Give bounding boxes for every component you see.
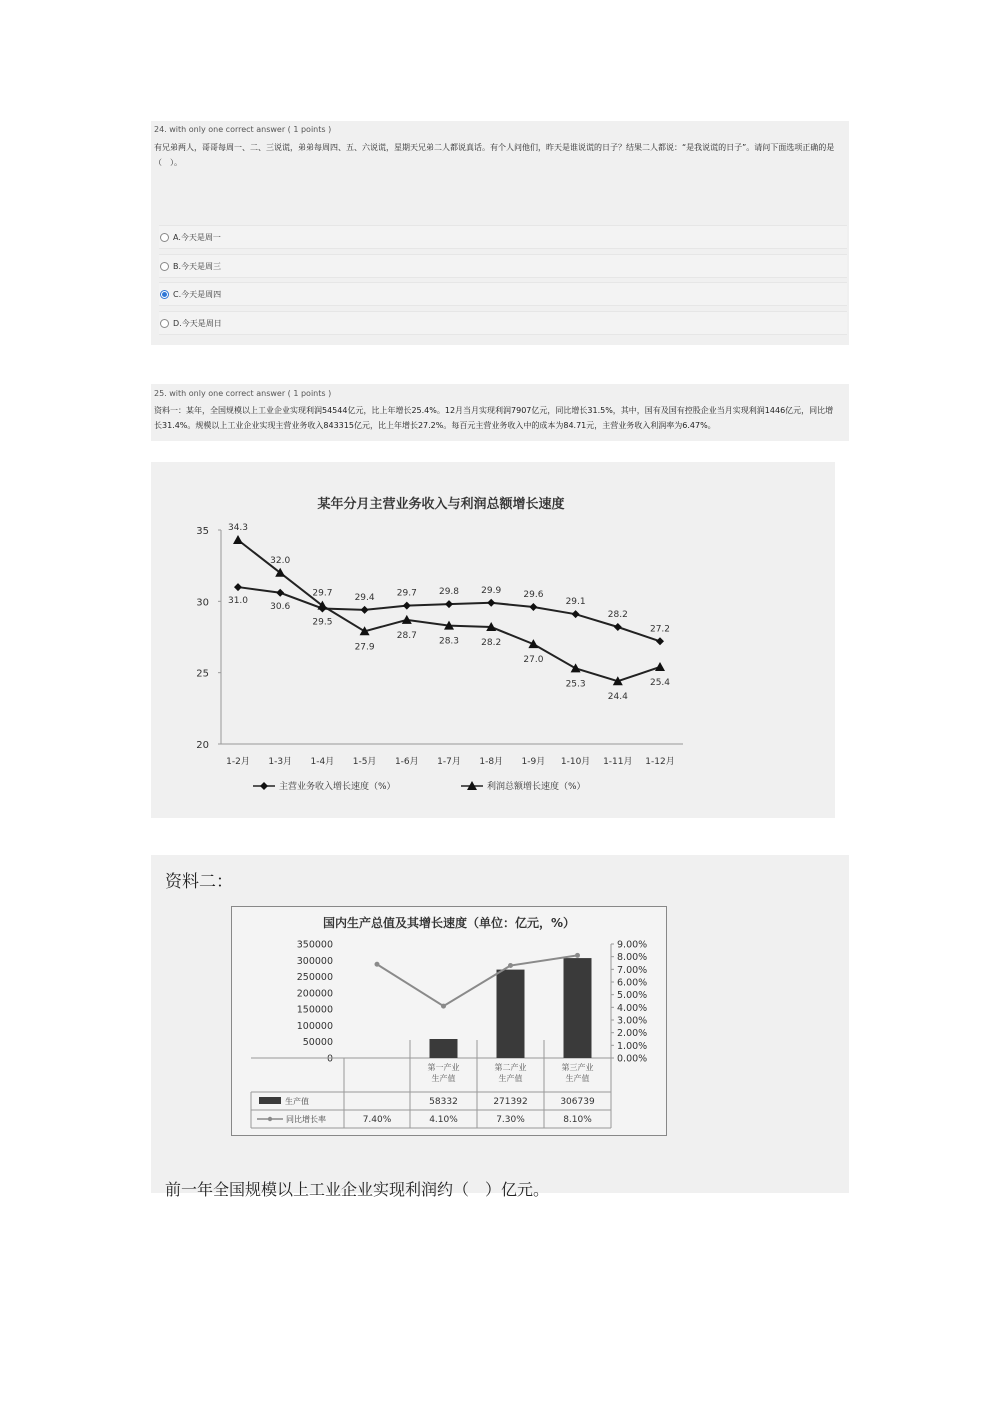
growth-rate-point	[508, 963, 513, 968]
revenue-point	[614, 623, 622, 631]
y-tick-label: 20	[196, 740, 209, 751]
y-left-tick-label: 100000	[296, 1020, 333, 1032]
y-right-tick-label: 2.00%	[617, 1028, 648, 1040]
question-25-text: 资料一：某年，全国规模以上工业企业实现利润54544亿元，比上年增长25.4%。12月当月实现利润7907亿元，同比增长31.5%，其中，国有及国有控股企业当月实现利润1446亿元，同比增长31.4%。规模以上工业企业实现主营业务收入843315亿元，比上年增长27.2%。每百元主营业务收入中的成本为84.71元，主营业务收入利润率为6.47%。	[154, 406, 834, 430]
profit-data-label: 34.3	[227, 522, 249, 533]
profit-data-label: 29.7	[312, 588, 333, 599]
revenue-data-label: 31.0	[227, 596, 249, 607]
revenue-data-label: 27.2	[649, 624, 671, 635]
option-b-radio[interactable]	[160, 262, 169, 271]
option-a-radio[interactable]	[160, 233, 169, 242]
category-label: 第三产业	[561, 1063, 594, 1072]
y-left-tick-label: 0	[326, 1053, 333, 1065]
y-right-tick-label: 8.00%	[617, 952, 648, 964]
y-right-tick-label: 6.00%	[617, 977, 648, 989]
line-chart-panel	[151, 462, 835, 818]
y-right-tick-label: 9.00%	[617, 939, 648, 951]
table-value-cell: 271392	[493, 1097, 528, 1107]
x-tick-label: 1-3月	[268, 757, 293, 767]
question-25-panel	[151, 384, 849, 441]
legend-profit-label: 利润总额增长速度（%）	[487, 782, 586, 792]
x-tick-label: 1-5月	[352, 757, 377, 767]
category-label: 生产值	[565, 1074, 590, 1083]
table-value-cell: 58332	[429, 1097, 458, 1107]
x-tick-label: 1-10月	[560, 757, 591, 767]
table-rate-cell: 4.10%	[429, 1115, 458, 1125]
chart-title: 某年分月主营业务收入与利润总额增长速度	[317, 497, 565, 512]
x-tick-label: 1-4月	[310, 757, 335, 767]
growth-rate-point	[575, 953, 580, 958]
profit-data-label: 27.0	[523, 655, 544, 666]
profit-data-label: 32.0	[270, 555, 291, 566]
gdp-chart-title: 国内生产总值及其增长速度（单位：亿元，%）	[322, 916, 576, 930]
question-25-header: 25. with only one correct answer ( 1 points )	[154, 389, 332, 398]
revenue-data-label: 30.6	[270, 601, 291, 612]
legend-revenue-label: 主营业务收入增长速度（%）	[279, 782, 396, 792]
table-rate-cell: 7.40%	[362, 1115, 392, 1125]
revenue-data-label: 29.6	[523, 590, 544, 601]
x-tick-label: 1-8月	[479, 757, 504, 767]
legend-bar-label: 生产值	[285, 1097, 309, 1106]
profit-data-label: 28.2	[481, 638, 502, 649]
y-left-tick-label: 300000	[296, 955, 333, 967]
option-a[interactable]	[159, 225, 847, 249]
category-label: 生产值	[431, 1074, 456, 1083]
question-24-header: 24. with only one correct answer ( 1 points )	[154, 125, 332, 134]
legend-line-marker	[268, 1117, 272, 1121]
material-2-label: 资料二：	[165, 872, 233, 892]
x-tick-label: 1-6月	[394, 757, 419, 767]
option-c-label: C.今天是周四	[173, 289, 222, 299]
y-tick-label: 35	[196, 526, 209, 537]
profit-point	[233, 535, 243, 544]
legend-line-label: 同比增长率	[286, 1115, 326, 1124]
profit-data-label: 24.4	[607, 692, 628, 703]
question-24-panel	[151, 121, 849, 345]
revenue-point	[403, 602, 411, 610]
gdp-bar	[564, 958, 592, 1058]
option-d[interactable]	[159, 311, 847, 335]
y-left-tick-label: 250000	[296, 972, 333, 984]
revenue-data-label: 29.8	[438, 587, 460, 598]
profit-point	[571, 663, 581, 672]
y-right-tick-label: 7.00%	[617, 964, 648, 976]
profit-data-label: 25.3	[565, 679, 586, 690]
table-rate-cell: 8.10%	[563, 1115, 592, 1125]
revenue-data-label: 29.9	[481, 585, 502, 596]
revenue-point	[361, 606, 369, 614]
growth-rate-point	[375, 962, 380, 967]
revenue-data-label: 29.7	[396, 588, 417, 599]
y-left-tick-label: 50000	[302, 1037, 333, 1049]
y-right-tick-label: 5.00%	[617, 990, 648, 1002]
revenue-point	[529, 603, 537, 611]
revenue-data-label: 29.5	[312, 617, 333, 628]
x-tick-label: 1-2月	[226, 757, 250, 767]
profit-data-label: 27.9	[354, 642, 375, 653]
line-chart	[151, 462, 835, 818]
table-value-cell: 306739	[560, 1097, 595, 1107]
x-tick-label: 1-11月	[603, 757, 633, 767]
growth-rate-point	[441, 1004, 446, 1009]
y-right-tick-label: 3.00%	[617, 1015, 648, 1027]
revenue-point	[656, 637, 664, 645]
gdp-bar	[497, 970, 525, 1058]
revenue-point	[572, 610, 580, 618]
option-b-label: B.今天是周三	[173, 261, 222, 271]
category-label: 第一产业	[427, 1063, 460, 1072]
y-right-tick-label: 1.00%	[617, 1040, 648, 1052]
y-right-tick-label: 0.00%	[617, 1053, 648, 1065]
y-left-tick-label: 150000	[296, 1004, 333, 1016]
revenue-data-label: 28.2	[607, 610, 628, 621]
gdp-chart	[231, 906, 667, 1136]
y-left-tick-label: 200000	[296, 988, 333, 1000]
option-c[interactable]	[159, 282, 847, 306]
option-b[interactable]	[159, 254, 847, 278]
revenue-point	[276, 589, 284, 597]
legend-revenue-marker	[260, 782, 268, 790]
y-left-tick-label: 350000	[296, 939, 333, 951]
y-right-tick-label: 4.00%	[617, 1002, 648, 1014]
legend-bar-swatch	[259, 1097, 281, 1104]
option-a-label: A.今天是周一	[173, 232, 221, 242]
question-24-text: 有兄弟两人，哥哥每周一、二、三说谎，弟弟每周四、五、六说谎，星期天兄弟二人都说真话。有个人问他们，昨天是谁说谎的日子？结果二人都说：“是我说谎的日子”。请问下面选项正确的是（ ）。	[154, 143, 835, 167]
revenue-point	[445, 600, 453, 608]
profit-data-label: 28.3	[438, 636, 460, 647]
category-label: 第二产业	[494, 1063, 527, 1072]
question-25-prompt: 前一年全国规模以上工业企业实现利润约（ ）亿元。	[165, 1180, 550, 1199]
y-tick-label: 25	[196, 668, 209, 680]
option-d-label: D.今天是周日	[173, 318, 222, 328]
y-tick-label: 30	[196, 597, 209, 609]
x-tick-label: 1-12月	[645, 757, 675, 767]
profit-data-label: 25.4	[649, 677, 671, 688]
x-tick-label: 1-7月	[437, 757, 461, 767]
option-d-radio[interactable]	[160, 319, 169, 328]
table-rate-cell: 7.30%	[496, 1115, 525, 1125]
gdp-bar	[430, 1039, 458, 1058]
x-tick-label: 1-9月	[521, 757, 546, 767]
material-2-panel	[151, 855, 849, 1199]
revenue-data-label: 29.4	[354, 592, 375, 603]
profit-point	[655, 662, 665, 671]
revenue-data-label: 29.1	[565, 597, 586, 608]
option-c-radio[interactable]	[160, 290, 169, 299]
revenue-point	[487, 599, 495, 607]
profit-data-label: 28.7	[396, 630, 417, 641]
category-label: 生产值	[498, 1074, 523, 1083]
revenue-point	[234, 583, 242, 591]
series-line-profit	[238, 540, 660, 681]
